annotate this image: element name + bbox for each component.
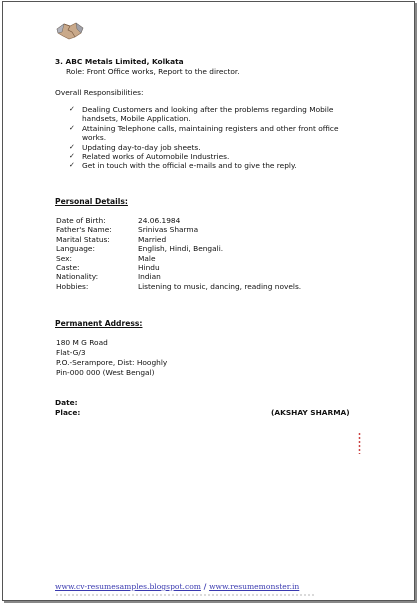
list-item: ✓ Updating day-to-day job sheets.	[69, 143, 339, 152]
detail-row	[56, 272, 301, 281]
address-line: Flat-G/3	[56, 348, 86, 357]
footer-links	[55, 582, 299, 591]
detail-value: English, Hindi, Bengali.	[138, 244, 224, 254]
detail-value: Male	[138, 253, 156, 263]
detail-row	[56, 244, 301, 253]
list-item: ✓ Related works of Automobile Industries.	[69, 152, 339, 161]
resume-page	[2, 1, 415, 601]
footer-link-site[interactable]: www.resumemonster.in	[209, 582, 300, 591]
detail-row	[56, 216, 301, 225]
responsibilities-list	[69, 105, 339, 171]
place-label: Place:	[55, 408, 81, 417]
footer-divider	[55, 594, 315, 596]
detail-value: 24.06.1984	[138, 216, 181, 225]
footer-link-blog[interactable]: www.cv-resumesamples.blogspot.com	[55, 582, 201, 591]
date-label: Date:	[55, 398, 78, 407]
address-line: P.O.-Serampore, Dist: Hooghly	[56, 358, 168, 367]
detail-value: Listening to music, dancing, reading novels.	[138, 281, 302, 291]
address-line: 180 M G Road	[56, 338, 108, 347]
detail-label: Date of Birth:	[56, 216, 106, 225]
detail-label: Hobbies:	[56, 281, 89, 291]
footer-separator: /	[201, 582, 210, 591]
detail-label: Caste:	[56, 263, 80, 273]
handshake-icon	[55, 15, 85, 45]
signature-name: (AKSHAY SHARMA)	[271, 408, 350, 417]
detail-label: Language:	[56, 244, 95, 254]
detail-row	[56, 235, 301, 244]
list-item: ✓ Dealing Customers and looking after the problems regarding Mobile handsets, Mobile Application.	[69, 105, 339, 124]
company-heading: 3. ABC Metals Limited, Kolkata	[55, 57, 184, 66]
personal-details-table	[56, 216, 301, 291]
permanent-address-title: Permanent Address:	[55, 319, 143, 328]
decorative-dots	[358, 432, 361, 454]
detail-row	[56, 263, 301, 272]
detail-label: Sex:	[56, 253, 72, 263]
detail-value: Srinivas Sharma	[138, 225, 199, 235]
detail-label: Father's Name:	[56, 225, 112, 235]
responsibilities-title: Overall Responsibilities:	[55, 88, 144, 97]
detail-value: Hindu	[138, 263, 160, 273]
detail-row	[56, 254, 301, 263]
detail-row	[56, 282, 301, 291]
address-block	[56, 338, 167, 378]
personal-details-title: Personal Details:	[55, 197, 128, 206]
detail-label: Marital Status:	[56, 234, 110, 244]
list-item: ✓ Attaining Telephone calls, maintaining registers and other front office works.	[69, 124, 339, 143]
detail-row	[56, 225, 301, 234]
detail-label: Nationality:	[56, 272, 99, 282]
role-text: Role: Front Office works, Report to the director.	[66, 67, 240, 76]
address-line: Pin-000 000 (West Bengal)	[56, 368, 155, 377]
list-item: ✓ Get in touch with the official e-mails and to give the reply.	[69, 161, 339, 170]
detail-value: Married	[138, 234, 167, 244]
detail-value: Indian	[138, 272, 161, 282]
